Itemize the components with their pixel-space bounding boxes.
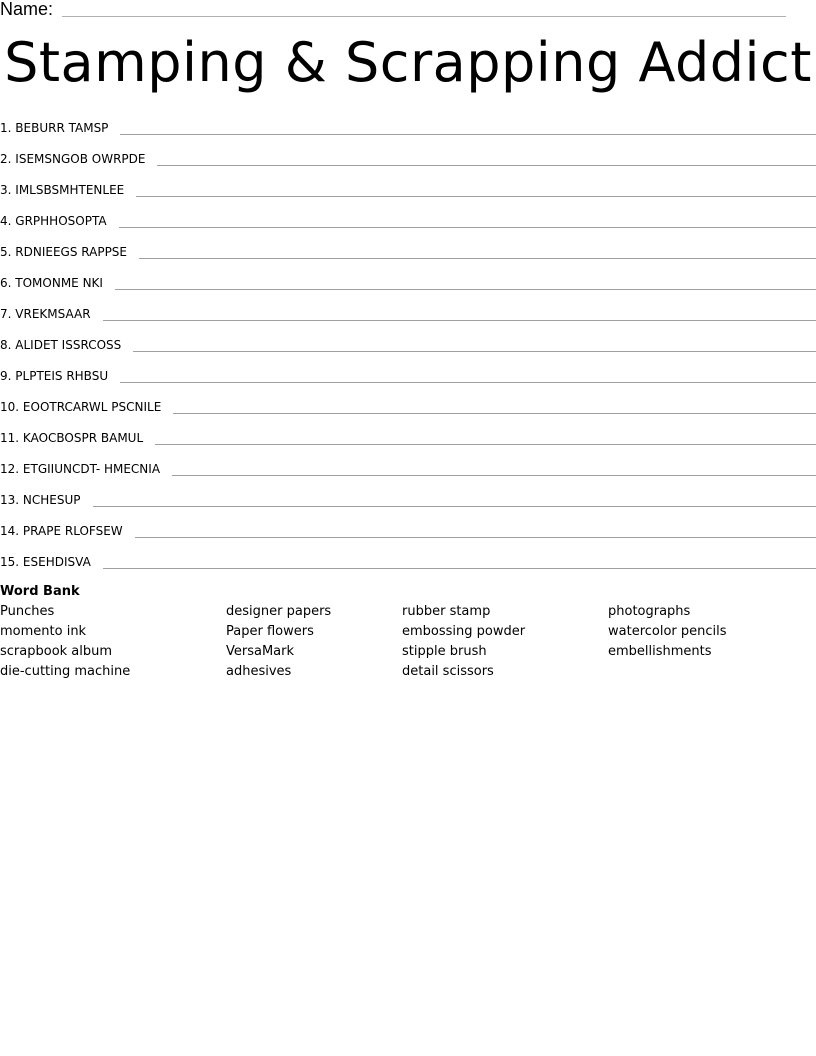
question-number: 9. — [0, 369, 12, 383]
word-bank-grid — [0, 603, 816, 693]
question-row — [0, 356, 816, 387]
word-bank-item: photographs — [608, 604, 691, 619]
word-bank-item: watercolor pencils — [608, 624, 727, 639]
answer-line[interactable] — [173, 413, 816, 414]
question-number: 12. — [0, 462, 20, 476]
word-bank-title: Word Bank — [0, 584, 80, 599]
question-row — [0, 542, 816, 573]
question-text — [0, 150, 157, 168]
scrambled-word: EOOTRCARWL PSCNILE — [22, 400, 162, 414]
word-bank-item: Paper flowers — [226, 624, 314, 639]
word-bank-item: stipple brush — [402, 644, 487, 659]
question-row — [0, 232, 816, 263]
scrambled-word: ALIDET ISSRCOSS — [15, 338, 122, 352]
scrambled-word: KAOCBOSPR BAMUL — [22, 431, 144, 445]
question-row — [0, 449, 816, 480]
question-row — [0, 263, 816, 294]
scrambled-word: BEBURR TAMSP — [15, 121, 109, 135]
answer-line[interactable] — [139, 258, 816, 259]
answer-line[interactable] — [136, 196, 816, 197]
question-row — [0, 511, 816, 542]
word-bank-item: rubber stamp — [402, 604, 491, 619]
question-number: 4. — [0, 214, 12, 228]
answer-line[interactable] — [120, 134, 816, 135]
scrambled-word: IMLSBSMHTENLEE — [15, 183, 125, 197]
question-number: 5. — [0, 245, 12, 259]
word-bank — [0, 583, 816, 693]
word-bank-item: embellishments — [608, 644, 712, 659]
question-number: 1. — [0, 121, 12, 135]
answer-line[interactable] — [172, 475, 816, 476]
question-text — [0, 460, 172, 478]
question-text — [0, 336, 133, 354]
question-text — [0, 243, 139, 261]
scrambled-word: ESEHDISVA — [22, 555, 91, 569]
question-number: 13. — [0, 493, 20, 507]
question-row — [0, 108, 816, 139]
answer-line[interactable] — [103, 568, 816, 569]
answer-line[interactable] — [115, 289, 816, 290]
name-write-line[interactable] — [62, 16, 786, 17]
question-text — [0, 398, 173, 416]
question-row — [0, 201, 816, 232]
word-bank-item: scrapbook album — [0, 644, 113, 659]
question-row — [0, 139, 816, 170]
scrambled-word: GRPHHOSOPTA — [15, 214, 107, 228]
question-number: 14. — [0, 524, 20, 538]
question-number: 7. — [0, 307, 12, 321]
question-row — [0, 387, 816, 418]
scrambled-word: VREKMSAAR — [15, 307, 91, 321]
word-bank-item: Punches — [0, 604, 55, 619]
question-number: 3. — [0, 183, 12, 197]
page-title: Stamping & Scrapping Addict — [4, 31, 812, 94]
word-bank-item: die-cutting machine — [0, 664, 131, 679]
word-bank-item: embossing powder — [402, 624, 526, 639]
question-number: 8. — [0, 338, 12, 352]
answer-line[interactable] — [119, 227, 816, 228]
word-bank-item: detail scissors — [402, 664, 494, 679]
question-text — [0, 274, 115, 292]
scrambled-word: RDNIEEGS RAPPSE — [15, 245, 128, 259]
scrambled-word: PRAPE RLOFSEW — [22, 524, 123, 538]
answer-line[interactable] — [120, 382, 816, 383]
question-number: 10. — [0, 400, 20, 414]
word-bank-item: designer papers — [226, 604, 332, 619]
answer-line[interactable] — [135, 537, 816, 538]
question-number: 11. — [0, 431, 20, 445]
question-row — [0, 418, 816, 449]
scrambled-word: NCHESUP — [22, 493, 81, 507]
question-text — [0, 553, 103, 571]
question-row — [0, 170, 816, 201]
answer-line[interactable] — [103, 320, 816, 321]
answer-line[interactable] — [133, 351, 816, 352]
question-row — [0, 325, 816, 356]
scrambled-word: TOMONME NKI — [15, 276, 103, 290]
word-bank-item: adhesives — [226, 664, 292, 679]
question-text — [0, 305, 103, 323]
name-row — [0, 0, 816, 20]
word-bank-item: momento ink — [0, 624, 87, 639]
scrambled-word: PLPTEIS RHBSU — [15, 369, 109, 383]
question-text — [0, 491, 93, 509]
question-row — [0, 480, 816, 511]
question-row — [0, 294, 816, 325]
answer-line[interactable] — [93, 506, 816, 507]
question-text — [0, 119, 120, 137]
question-text — [0, 181, 136, 199]
question-text — [0, 367, 120, 385]
name-label: Name: — [0, 0, 54, 19]
answer-line[interactable] — [155, 444, 816, 445]
scrambled-word: ETGIIUNCDT- HMECNIA — [22, 462, 161, 476]
question-number: 2. — [0, 152, 12, 166]
question-text — [0, 429, 155, 447]
question-number: 15. — [0, 555, 20, 569]
scrambled-word: ISEMSNGOB OWRPDE — [15, 152, 146, 166]
question-text — [0, 522, 135, 540]
question-text — [0, 212, 119, 230]
word-bank-item: VersaMark — [226, 644, 295, 659]
question-number: 6. — [0, 276, 12, 290]
answer-line[interactable] — [157, 165, 816, 166]
